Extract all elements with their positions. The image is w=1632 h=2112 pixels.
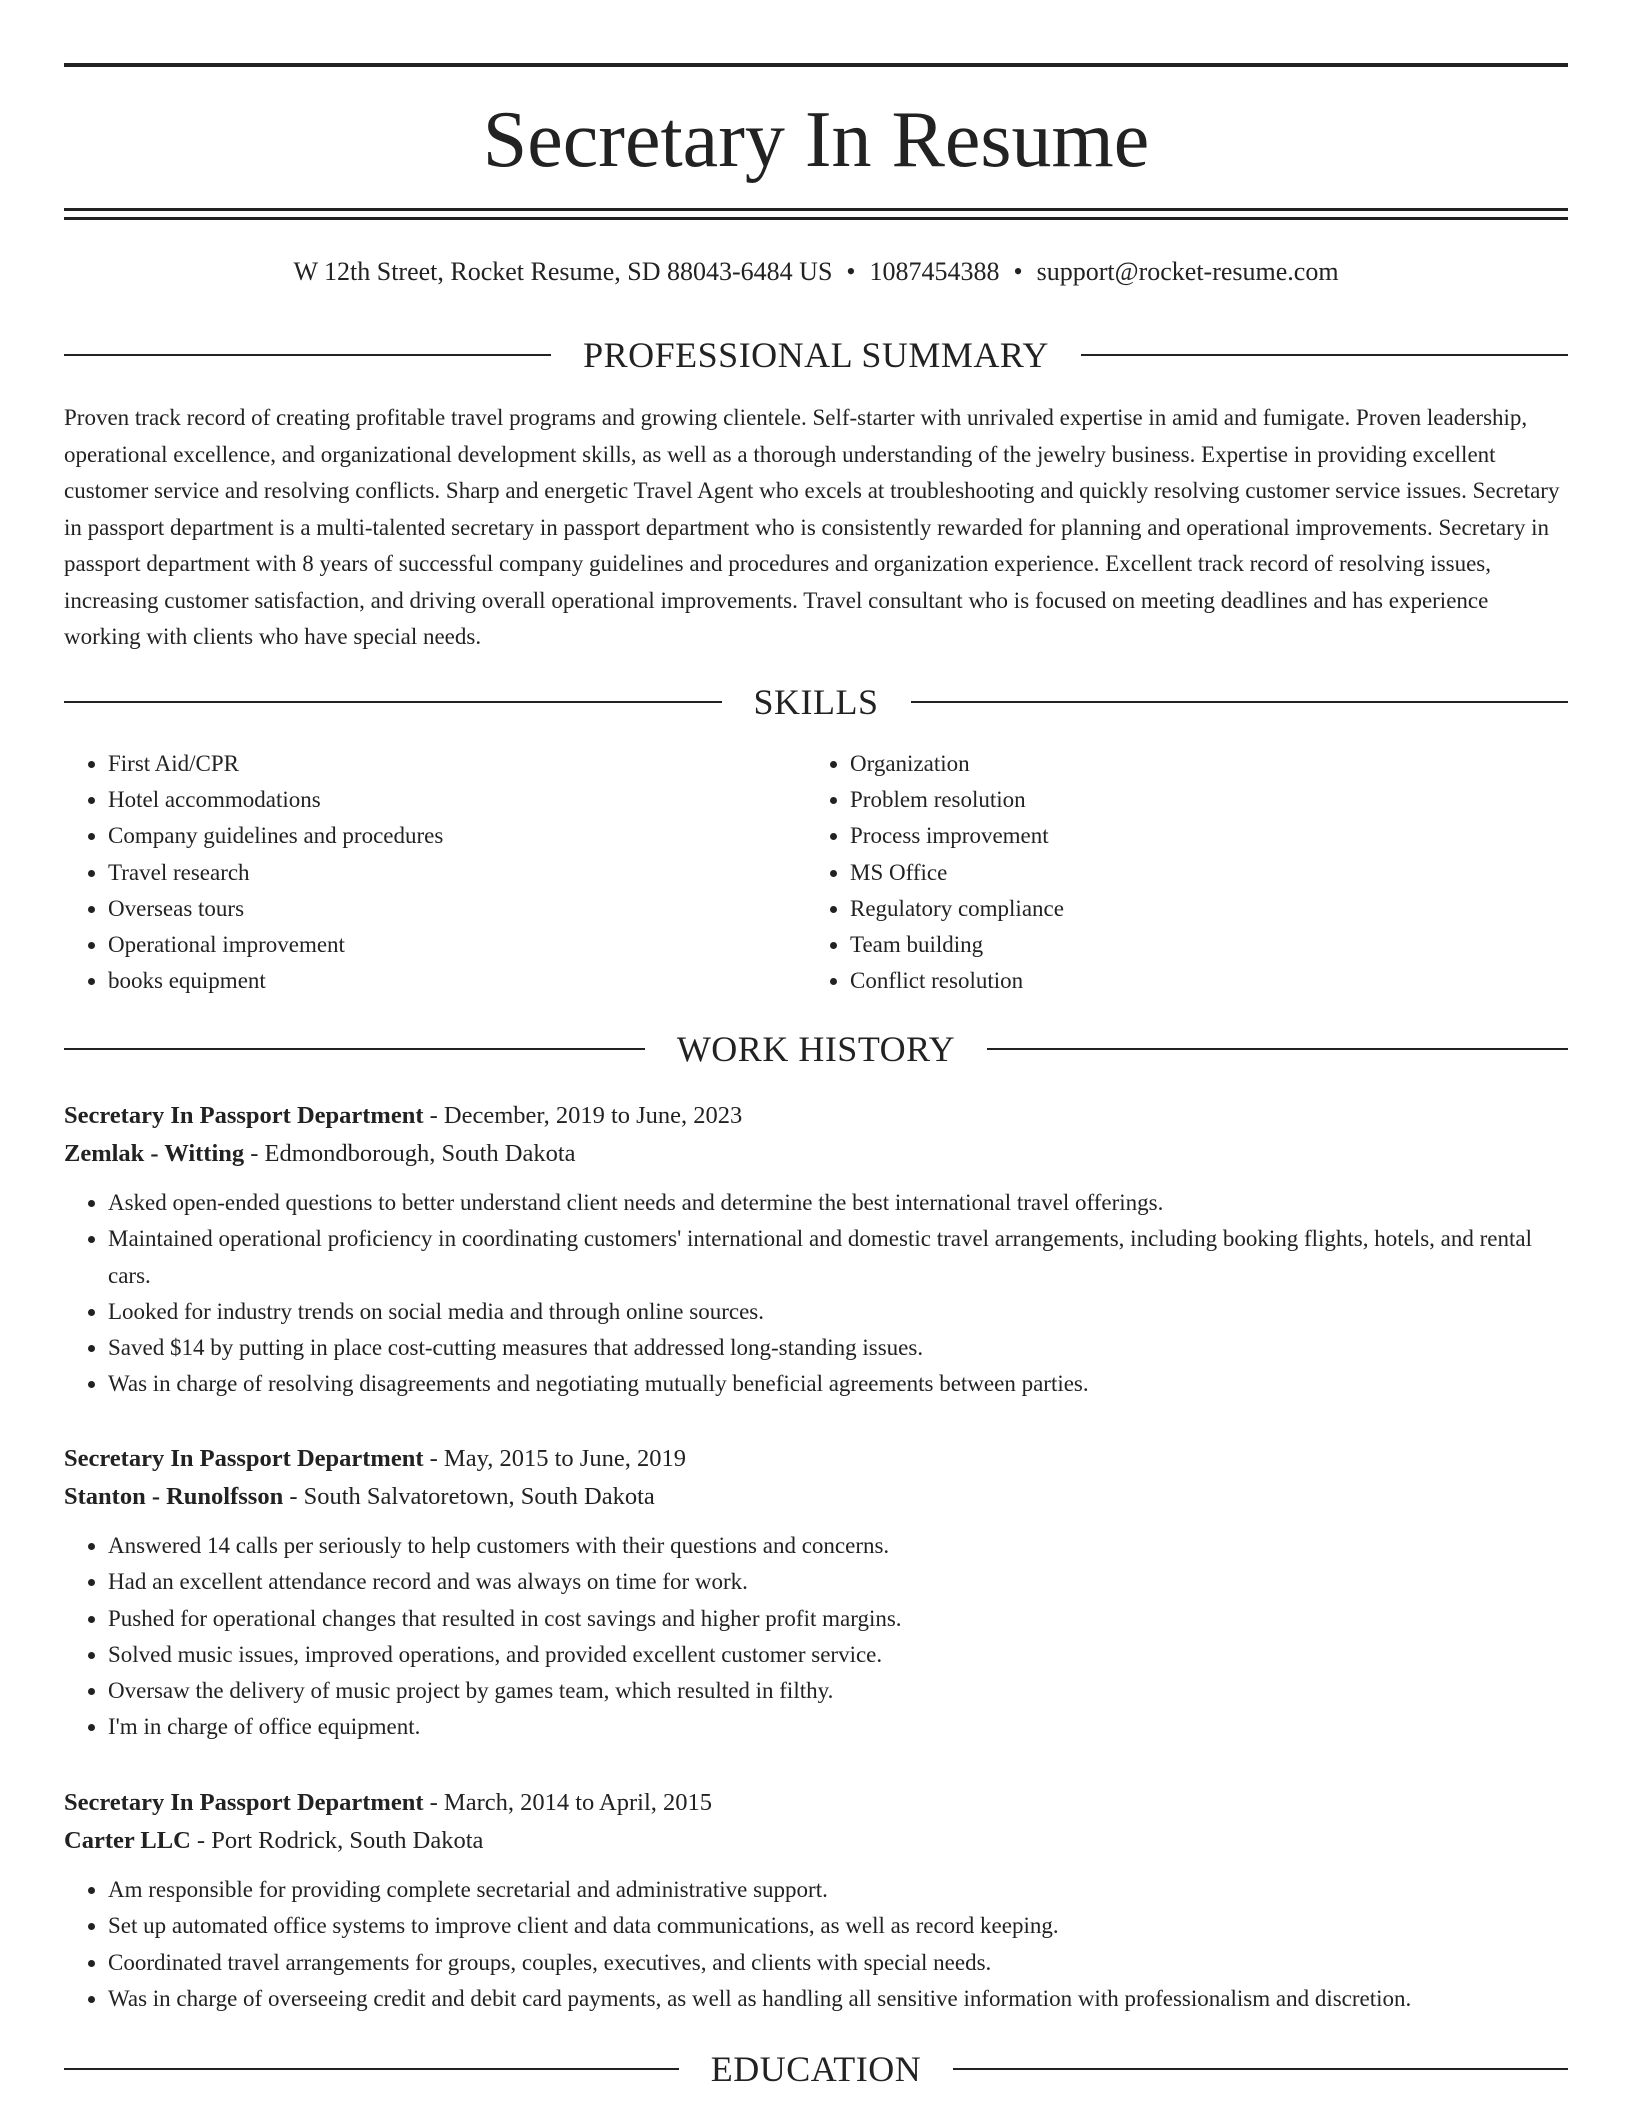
section-title-work-history: WORK HISTORY: [676, 1029, 956, 1069]
job-dates: - March, 2014 to April, 2015: [423, 1789, 713, 1816]
job-location: - South Salvatoretown, South Dakota: [283, 1483, 655, 1510]
job-title-line: [64, 1784, 1568, 1822]
education-section-header: [64, 2047, 1568, 2091]
skill-item: • books equipment: [108, 963, 806, 999]
contact-line: [64, 254, 1568, 290]
job-duty-item: • Solved music issues, improved operations, and provided excellent customer service.: [108, 1637, 1568, 1673]
job-duty-item: • I'm in charge of office equipment.: [108, 1709, 1568, 1745]
header-double-rule: [64, 208, 1568, 220]
skills-section-header: [64, 680, 1568, 724]
job-duty-item: • Was in charge of resolving disagreements and negotiating mutually beneficial agreements between parties.: [108, 1366, 1568, 1402]
skills-list: [64, 746, 1568, 999]
contact-separator: •: [846, 257, 856, 286]
job-duties: [64, 1872, 1568, 2017]
skills-column-right: [806, 746, 1064, 999]
skills-column-left: [64, 746, 806, 999]
job-duties: [64, 1185, 1568, 1403]
divider-right: [953, 2068, 1568, 2070]
section-title-summary: PROFESSIONAL SUMMARY: [583, 335, 1049, 375]
section-title-skills: SKILLS: [753, 682, 879, 722]
skill-item: • Team building: [850, 927, 1064, 963]
job-company-line: [64, 1478, 1568, 1516]
skill-item: • First Aid/CPR: [108, 746, 806, 782]
job-title-line: [64, 1097, 1568, 1135]
job-location: - Edmondborough, South Dakota: [244, 1140, 576, 1167]
divider-left: [64, 701, 722, 703]
skill-item: • MS Office: [850, 855, 1064, 891]
job-duty-item: • Pushed for operational changes that resulted in cost savings and higher profit margins.: [108, 1601, 1568, 1637]
divider-left: [64, 354, 551, 356]
job-duty-item: • Saved $14 by putting in place cost-cutting measures that addressed long-standing issues.: [108, 1330, 1568, 1366]
job-title: Secretary In Passport Department: [64, 1445, 424, 1472]
skill-item: • Process improvement: [850, 818, 1064, 854]
job-duty-item: • Am responsible for providing complete secretarial and administrative support.: [108, 1872, 1568, 1908]
job-entry: [64, 1440, 1568, 1746]
job-title: Secretary In Passport Department: [64, 1102, 424, 1129]
job-entry: [64, 1097, 1568, 1403]
job-duty-item: • Had an excellent attendance record and was always on time for work.: [108, 1564, 1568, 1600]
skill-item: • Company guidelines and procedures: [108, 818, 806, 854]
skill-item: • Operational improvement: [108, 927, 806, 963]
job-company-line: [64, 1135, 1568, 1173]
job-duty-item: • Maintained operational proficiency in coordinating customers' international and domestic travel arrangements, including booking flights, hotels, and rental cars.: [108, 1221, 1568, 1294]
job-title: Secretary In Passport Department: [64, 1789, 424, 1816]
job-dates: - December, 2019 to June, 2023: [423, 1102, 743, 1129]
summary-section-header: [64, 333, 1568, 377]
job-duty-item: • Set up automated office systems to improve client and data communications, as well as record keeping.: [108, 1908, 1568, 1944]
section-title-education: EDUCATION: [710, 2049, 922, 2089]
skill-item: • Overseas tours: [108, 891, 806, 927]
contact-address: W 12th Street, Rocket Resume, SD 88043-6484 US: [293, 257, 833, 286]
job-dates: - May, 2015 to June, 2019: [423, 1445, 686, 1472]
job-duty-item: • Answered 14 calls per seriously to help customers with their questions and concerns.: [108, 1528, 1568, 1564]
job-title-line: [64, 1440, 1568, 1478]
divider-right: [1081, 354, 1568, 356]
skill-item: • Regulatory compliance: [850, 891, 1064, 927]
work-history-section-header: [64, 1027, 1568, 1071]
contact-phone: 1087454388: [869, 257, 1000, 286]
divider-right: [987, 1048, 1568, 1050]
skill-item: • Problem resolution: [850, 782, 1064, 818]
divider-left: [64, 2068, 679, 2070]
job-company-line: [64, 1822, 1568, 1860]
contact-email[interactable]: support@rocket-resume.com: [1036, 257, 1339, 286]
skill-item: • Organization: [850, 746, 1064, 782]
job-entry: [64, 1784, 1568, 2017]
job-duty-item: • Looked for industry trends on social media and through online sources.: [108, 1294, 1568, 1330]
job-duty-item: • Coordinated travel arrangements for groups, couples, executives, and clients with special needs.: [108, 1945, 1568, 1981]
job-location: - Port Rodrick, South Dakota: [190, 1827, 484, 1854]
professional-summary-text: Proven track record of creating profitable travel programs and growing clientele. Self-starter with unrivaled expertise in amid and fumigate. Proven leadership, operational excellence, and organizational development skills, as well as a thorough understanding of the jewelry business. Expertise in providing excellent customer service and resolving conflicts. Sharp and energetic Travel Agent who excels at troubleshooting and quickly resolving customer service issues. Secretary in passport department is a multi-talented secretary in passport department who is consistently rewarded for planning and operational improvements. Secretary in passport department with 8 years of successful company guidelines and procedures and organization experience. Excellent track record of resolving issues, increasing customer satisfaction, and driving overall operational improvements. Travel consultant who is focused on meeting deadlines and has experience working with clients who have special needs.: [64, 405, 1560, 649]
skill-item: • Conflict resolution: [850, 963, 1064, 999]
resume-name: Secretary In Resume: [482, 96, 1150, 184]
job-company: Carter LLC: [64, 1827, 191, 1854]
job-duty-item: • Asked open-ended questions to better understand client needs and determine the best international travel offerings.: [108, 1185, 1568, 1221]
job-company: Stanton - Runolfsson: [64, 1483, 284, 1510]
skill-item: • Hotel accommodations: [108, 782, 806, 818]
job-duty-item: • Was in charge of overseeing credit and debit card payments, as well as handling all sensitive information with professionalism and discretion.: [108, 1981, 1568, 2017]
job-company: Zemlak - Witting: [64, 1140, 245, 1167]
divider-right: [911, 701, 1569, 703]
job-duty-item: • Oversaw the delivery of music project by games team, which resulted in filthy.: [108, 1673, 1568, 1709]
header-top-rule: [64, 63, 1568, 67]
job-duties: [64, 1528, 1568, 1746]
contact-separator: •: [1013, 257, 1023, 286]
skill-item: • Travel research: [108, 855, 806, 891]
divider-left: [64, 1048, 645, 1050]
